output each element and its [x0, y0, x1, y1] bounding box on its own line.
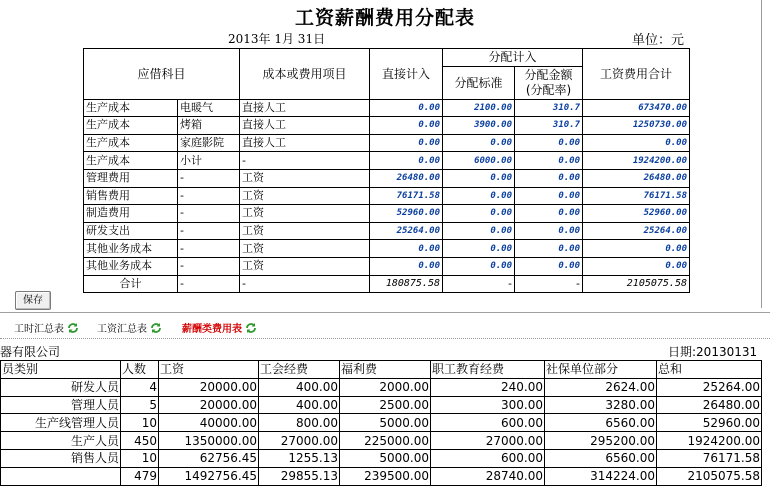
table-cell: 4: [121, 378, 159, 396]
alloc-amt-cell: 0.00: [515, 257, 583, 275]
table-cell: 1350000.00: [159, 432, 259, 450]
column-header: 福利费: [340, 361, 431, 379]
table-row: [84, 152, 690, 170]
table-cell: 管理人员: [1, 396, 121, 414]
table-row: [84, 257, 690, 275]
table-cell: 62756.45: [159, 449, 259, 467]
table-cell: 2000.00: [340, 378, 431, 396]
direct-total-cell: 180875.58: [370, 275, 443, 293]
table-cell: 6560.00: [545, 414, 657, 432]
table-cell: 2624.00: [545, 378, 657, 396]
account-cell: 生产成本: [84, 152, 178, 170]
alloc-std-cell: 0.00: [443, 187, 515, 205]
direct-cell: 76171.58: [370, 187, 443, 205]
direct-cell: 52960.00: [370, 205, 443, 223]
alloc-std-cell: 0.00: [443, 222, 515, 240]
sub-account-cell: 小计: [178, 152, 240, 170]
account-cell: 其他业务成本: [84, 257, 178, 275]
tab-label: 工时汇总表: [14, 324, 64, 335]
item-cell: -: [240, 275, 370, 293]
table-cell: 26480.00: [657, 396, 762, 414]
summary-table: [0, 360, 762, 486]
account-cell: 其他业务成本: [84, 240, 178, 258]
table-cell: 27000.00: [431, 432, 545, 450]
item-cell: 直接人工: [240, 117, 370, 135]
total-cell: 0.00: [583, 240, 690, 258]
table-cell: 240.00: [431, 378, 545, 396]
direct-cell: 0.00: [370, 134, 443, 152]
summary-date: 日期:20130131: [668, 345, 758, 359]
table-cell: 52960.00: [657, 414, 762, 432]
alloc-amt-cell: 0.00: [515, 169, 583, 187]
account-cell: 管理费用: [84, 169, 178, 187]
table-cell: 450: [121, 432, 159, 450]
alloc-amt-cell: 0.00: [515, 240, 583, 258]
item-cell: 工资: [240, 222, 370, 240]
item-cell: 工资: [240, 187, 370, 205]
alloc-amt-cell: 0.00: [515, 152, 583, 170]
header-item: 成本或费用项目: [240, 49, 370, 100]
table-cell: 5000.00: [340, 414, 431, 432]
table-cell: 10: [121, 414, 159, 432]
table-cell: 600.00: [431, 449, 545, 467]
header-alloc-amt: 分配金额 (分配率): [515, 66, 583, 99]
table-cell: 76171.58: [657, 449, 762, 467]
table-cell: 400.00: [259, 396, 340, 414]
alloc-amt-cell: -: [515, 275, 583, 293]
tab-salary-summary[interactable]: [97, 320, 162, 335]
direct-cell: 0.00: [370, 152, 443, 170]
total-cell: 0.00: [583, 134, 690, 152]
direct-cell: 0.00: [370, 240, 443, 258]
tab-hours-summary[interactable]: [14, 320, 79, 335]
table-row: [1, 414, 762, 432]
account-cell: 生产成本: [84, 99, 178, 117]
total-cell: 1250730.00: [583, 117, 690, 135]
report-tabs: [0, 314, 770, 338]
divider: [0, 338, 770, 340]
sub-account-cell: -: [178, 187, 240, 205]
table-cell: 1924200.00: [657, 432, 762, 450]
table-cell: 295200.00: [545, 432, 657, 450]
table-cell: 27000.00: [259, 432, 340, 450]
table-cell: 29855.13: [259, 467, 340, 485]
table-row: [84, 222, 690, 240]
sub-account-cell: 烤箱: [178, 117, 240, 135]
sub-account-cell: 家庭影院: [178, 134, 240, 152]
alloc-std-cell: 0.00: [443, 240, 515, 258]
direct-cell: 0.00: [370, 99, 443, 117]
table-row: [1, 467, 762, 485]
table-cell: 销售人员: [1, 449, 121, 467]
table-row: [84, 205, 690, 223]
total-cell: 26480.00: [583, 169, 690, 187]
table-cell: 225000.00: [340, 432, 431, 450]
total-label: 合计: [84, 275, 178, 293]
column-header: 职工教育经费: [431, 361, 545, 379]
table-row: [84, 240, 690, 258]
table-cell: 20000.00: [159, 396, 259, 414]
column-header: 工资: [159, 361, 259, 379]
table-cell: 生产人员: [1, 432, 121, 450]
sub-account-cell: -: [178, 240, 240, 258]
item-cell: 工资: [240, 205, 370, 223]
column-header: 人数: [121, 361, 159, 379]
table-cell: 1255.13: [259, 449, 340, 467]
total-cell: 25264.00: [583, 222, 690, 240]
table-cell: 2105075.58: [657, 467, 762, 485]
alloc-std-cell: 0.00: [443, 257, 515, 275]
table-cell: 400.00: [259, 378, 340, 396]
report-title: 工资薪酬费用分配表: [294, 7, 475, 29]
item-cell: 工资: [240, 169, 370, 187]
tab-label: 工资汇总表: [97, 324, 147, 335]
allocation-table: [83, 48, 690, 293]
table-cell: 28740.00: [431, 467, 545, 485]
direct-cell: 26480.00: [370, 169, 443, 187]
alloc-amt-cell: 0.00: [515, 222, 583, 240]
table-cell: 研发人员: [1, 378, 121, 396]
table-cell: 25264.00: [657, 378, 762, 396]
table-cell: 2500.00: [340, 396, 431, 414]
save-button[interactable]: 保存: [15, 291, 51, 310]
table-cell: 300.00: [431, 396, 545, 414]
direct-cell: 0.00: [370, 257, 443, 275]
item-cell: 直接人工: [240, 99, 370, 117]
sub-account-cell: -: [178, 275, 240, 293]
table-row: [1, 396, 762, 414]
table-cell: 6560.00: [545, 449, 657, 467]
item-cell: 直接人工: [240, 134, 370, 152]
alloc-std-cell: 3900.00: [443, 117, 515, 135]
sub-account-cell: 电暖气: [178, 99, 240, 117]
sub-account-cell: -: [178, 169, 240, 187]
total-cell: 1924200.00: [583, 152, 690, 170]
header-direct: 直接计入: [370, 49, 443, 100]
alloc-std-cell: 0.00: [443, 134, 515, 152]
alloc-amt-cell: 310.7: [515, 99, 583, 117]
table-cell: 239500.00: [340, 467, 431, 485]
sub-account-cell: -: [178, 205, 240, 223]
table-row: [1, 432, 762, 450]
table-row: [84, 187, 690, 205]
column-header: 工会经费: [259, 361, 340, 379]
header-account: 应借科目: [84, 49, 240, 100]
alloc-amt-cell: 0.00: [515, 205, 583, 223]
table-cell: 生产线管理人员: [1, 414, 121, 432]
pane-border: [761, 0, 762, 308]
header-total: 工资费用合计: [583, 49, 690, 100]
tab-label: 薪酬类费用表: [182, 324, 242, 335]
alloc-std-cell: 2100.00: [443, 99, 515, 117]
alloc-std-cell: 6000.00: [443, 152, 515, 170]
column-header: 总和: [657, 361, 762, 379]
total-cell: 52960.00: [583, 205, 690, 223]
table-cell: 5: [121, 396, 159, 414]
table-cell: 314224.00: [545, 467, 657, 485]
table-header-row: [1, 361, 762, 379]
table-cell: 20000.00: [159, 378, 259, 396]
table-cell: 3280.00: [545, 396, 657, 414]
account-cell: 制造费用: [84, 205, 178, 223]
total-row: [84, 275, 690, 293]
direct-cell: 25264.00: [370, 222, 443, 240]
table-cell: 1492756.45: [159, 467, 259, 485]
item-cell: -: [240, 152, 370, 170]
refresh-icon[interactable]: [245, 322, 257, 334]
table-row: [1, 378, 762, 396]
table-cell: 40000.00: [159, 414, 259, 432]
total-cell: 76171.58: [583, 187, 690, 205]
grand-total-cell: 2105075.58: [583, 275, 690, 293]
total-cell: 0.00: [583, 257, 690, 275]
column-header: 社保单位部分: [545, 361, 657, 379]
account-cell: 研发支出: [84, 222, 178, 240]
alloc-std-cell: -: [443, 275, 515, 293]
account-cell: 生产成本: [84, 117, 178, 135]
alloc-std-cell: 0.00: [443, 169, 515, 187]
alloc-amt-cell: 0.00: [515, 187, 583, 205]
refresh-icon[interactable]: [67, 322, 79, 334]
header-alloc-std: 分配标准: [443, 66, 515, 99]
alloc-std-cell: 0.00: [443, 205, 515, 223]
table-cell: 5000.00: [340, 449, 431, 467]
alloc-amt-cell: 310.7: [515, 117, 583, 135]
column-header: 员类别: [1, 361, 121, 379]
account-cell: 销售费用: [84, 187, 178, 205]
sub-account-cell: -: [178, 257, 240, 275]
direct-cell: 0.00: [370, 117, 443, 135]
account-cell: 生产成本: [84, 134, 178, 152]
table-row: [84, 99, 690, 117]
total-cell: 673470.00: [583, 99, 690, 117]
table-row: [84, 117, 690, 135]
company-name: 器有限公司: [0, 345, 61, 359]
divider: [0, 312, 770, 313]
table-row: [84, 169, 690, 187]
table-row: [1, 449, 762, 467]
item-cell: 工资: [240, 257, 370, 275]
table-cell: 479: [121, 467, 159, 485]
tab-compensation-expense[interactable]: [182, 320, 257, 335]
report-unit: 单位：元: [632, 33, 685, 48]
table-row: [84, 134, 690, 152]
item-cell: 工资: [240, 240, 370, 258]
header-alloc: 分配计入: [443, 49, 583, 67]
table-cell: [1, 467, 121, 485]
table-cell: 10: [121, 449, 159, 467]
alloc-amt-cell: 0.00: [515, 134, 583, 152]
sub-account-cell: -: [178, 222, 240, 240]
table-cell: 800.00: [259, 414, 340, 432]
report-date: 2013年 1月 31日: [228, 32, 326, 46]
refresh-icon[interactable]: [150, 322, 162, 334]
table-cell: 600.00: [431, 414, 545, 432]
